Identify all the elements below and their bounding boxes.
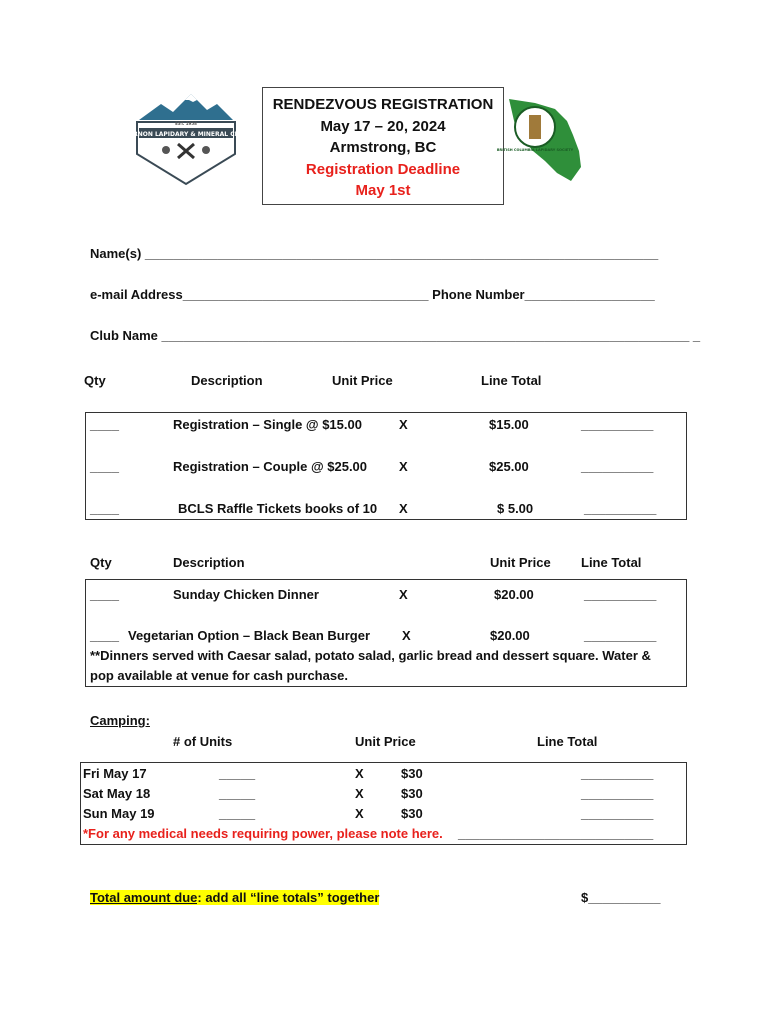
s1-row2-description: Registration – Couple @ $25.00 <box>173 459 368 474</box>
club-name-field[interactable]: Club Name _________________________________________________________________________ _ <box>90 328 701 343</box>
header-box <box>262 87 504 205</box>
s2-row2-x: X <box>402 628 411 643</box>
s1-row3-total[interactable]: __________ <box>584 501 657 516</box>
camping-row3-day: Sun May 19 <box>83 806 155 821</box>
s2-row1-description: Sunday Chicken Dinner <box>173 587 319 602</box>
s1-row1-qty[interactable]: ____ <box>90 417 119 432</box>
medical-note: *For any medical needs requiring power, please note here. <box>83 826 443 841</box>
svg-text:VERNON LAPIDARY & MINERAL CLUB: VERNON LAPIDARY & MINERAL CLUB <box>124 131 248 138</box>
s2-row2-qty[interactable]: ____ <box>90 628 119 643</box>
s1-row3-qty[interactable]: ____ <box>90 501 119 516</box>
s2-row1-price: $20.00 <box>494 587 534 602</box>
total-label-underlined: Total amount due <box>90 890 198 905</box>
deadline-label: Registration Deadline <box>305 160 461 178</box>
s1-row1-x: X <box>399 417 408 432</box>
camping-row3-total[interactable]: __________ <box>581 806 654 821</box>
total-label-rest: : add all “line totals” together <box>197 890 380 905</box>
camping-row1-day: Fri May 17 <box>83 766 147 781</box>
camping-row1-total[interactable]: __________ <box>581 766 654 781</box>
event-dates: May 17 – 20, 2024 <box>320 117 446 135</box>
s1-row2-total[interactable]: __________ <box>581 459 654 474</box>
camping-row3-units[interactable]: _____ <box>219 806 256 821</box>
s2-row1-total[interactable]: __________ <box>584 587 657 602</box>
deadline-date: May 1st <box>355 182 411 199</box>
s1-row2-x: X <box>399 459 408 474</box>
s2-row1-x: X <box>399 587 408 602</box>
s1-line-total-header: Line Total <box>481 373 542 388</box>
dinner-note-line2: pop available at venue for cash purchase. <box>90 668 348 683</box>
vernon-club-logo <box>124 92 248 186</box>
s1-description-header: Description <box>191 373 263 388</box>
names-field[interactable]: Name(s) _______________________________________________________________________ <box>90 246 659 261</box>
s1-row3-description: BCLS Raffle Tickets books of 10 <box>178 501 378 516</box>
total-amount-field[interactable]: $__________ <box>581 890 661 905</box>
svg-text:EST. 1958: EST. 1958 <box>175 121 197 126</box>
email-phone-field[interactable]: e-mail Address__________________________________ Phone Number__________________ <box>90 287 655 302</box>
s1-row1-price: $15.00 <box>489 417 529 432</box>
camping-title: Camping: <box>90 713 150 728</box>
s1-row2-qty[interactable]: ____ <box>90 459 119 474</box>
total-label <box>90 890 379 905</box>
s2-row2-total[interactable]: __________ <box>584 628 657 643</box>
camping-line-total-header: Line Total <box>537 734 598 749</box>
s1-row1-description: Registration – Single @ $15.00 <box>173 417 362 432</box>
camping-row2-x: X <box>355 786 364 801</box>
s2-row1-qty[interactable]: ____ <box>90 587 119 602</box>
svg-text:BRITISH COLUMBIA LAPIDARY SOCI: BRITISH COLUMBIA LAPIDARY SOCIETY <box>496 148 574 152</box>
camping-row3-x: X <box>355 806 364 821</box>
camping-row2-day: Sat May 18 <box>83 786 151 801</box>
camping-row3-price: $30 <box>401 806 423 821</box>
event-title: RENDEZVOUS REGISTRATION <box>272 96 494 113</box>
camping-row1-price: $30 <box>401 766 423 781</box>
s1-row1-total[interactable]: __________ <box>581 417 654 432</box>
bcls-logo <box>496 95 585 185</box>
s1-row2-price: $25.00 <box>489 459 529 474</box>
camping-units-header: # of Units <box>173 734 233 749</box>
event-location: Armstrong, BC <box>329 139 437 156</box>
camping-unit-price-header: Unit Price <box>355 734 416 749</box>
s2-row2-description: Vegetarian Option – Black Bean Burger <box>128 628 371 643</box>
s1-unit-price-header: Unit Price <box>332 373 393 388</box>
s1-row3-x: X <box>399 501 408 516</box>
s2-description-header: Description <box>173 555 245 570</box>
s2-unit-price-header: Unit Price <box>490 555 551 570</box>
camping-row1-x: X <box>355 766 364 781</box>
camping-row2-price: $30 <box>401 786 423 801</box>
camping-row2-units[interactable]: _____ <box>219 786 256 801</box>
s2-line-total-header: Line Total <box>581 555 642 570</box>
s2-qty-header: Qty <box>90 555 112 570</box>
s1-row3-price: $ 5.00 <box>497 501 534 516</box>
camping-row1-units[interactable]: _____ <box>219 766 256 781</box>
camping-row2-total[interactable]: __________ <box>581 786 654 801</box>
medical-note-field[interactable]: ___________________________ <box>458 826 654 841</box>
dinner-note-line1: **Dinners served with Caesar salad, potato salad, garlic bread and dessert square. Water & <box>90 648 651 663</box>
s2-row2-price: $20.00 <box>490 628 530 643</box>
s1-qty-header: Qty <box>84 373 106 388</box>
